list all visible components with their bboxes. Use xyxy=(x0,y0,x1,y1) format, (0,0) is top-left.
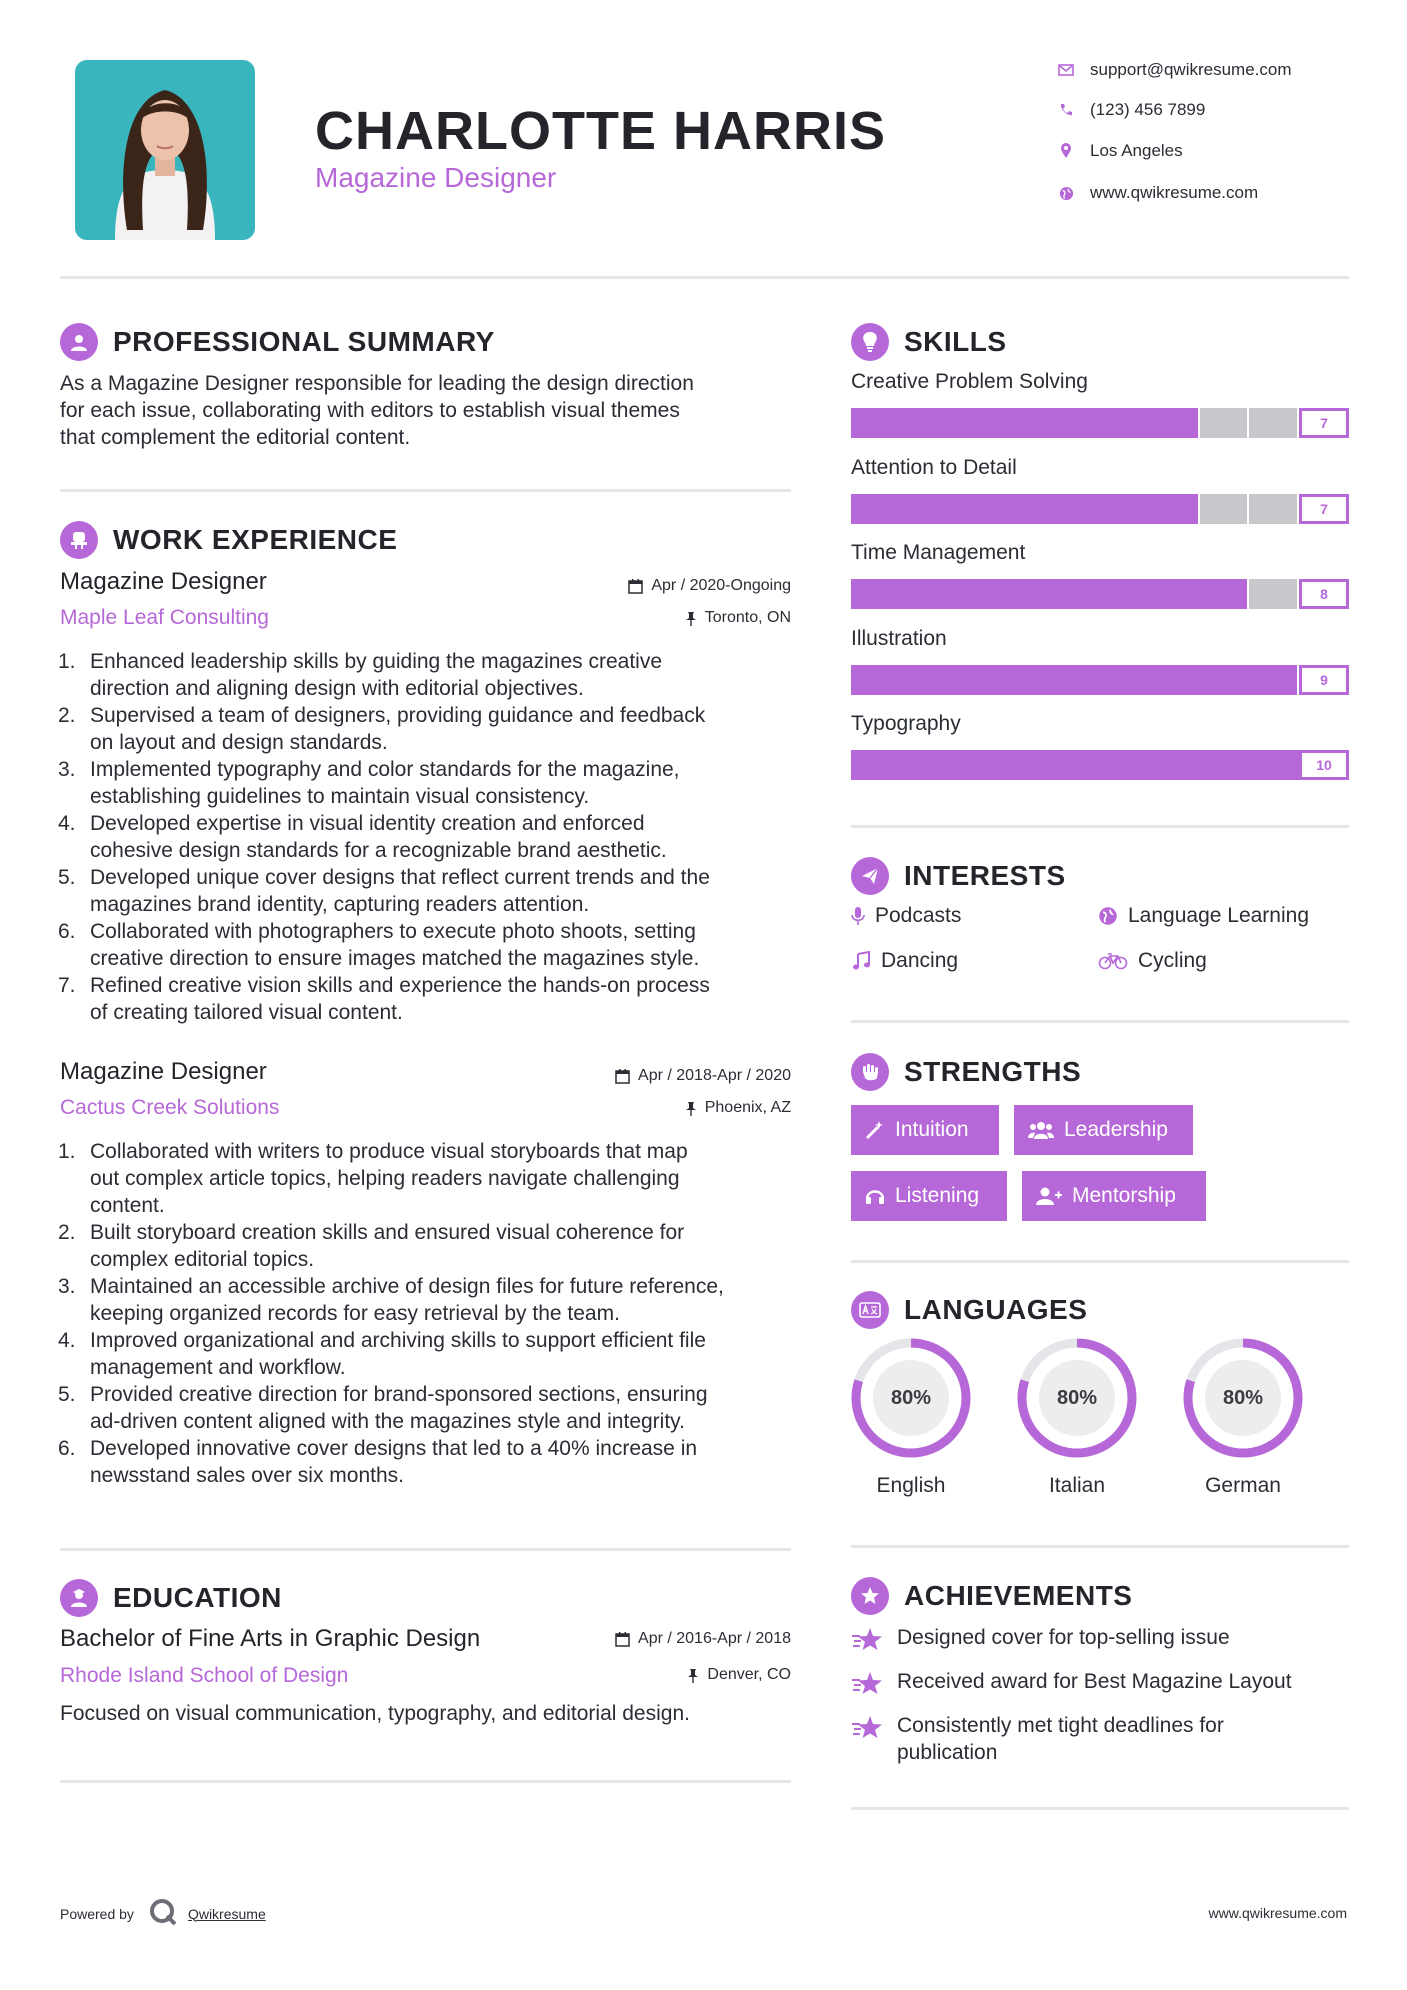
achievements-heading xyxy=(851,1576,1132,1616)
strength-label: Intuition xyxy=(895,1118,969,1141)
strength-label: Leadership xyxy=(1064,1118,1168,1141)
language-percent: 80% xyxy=(890,1386,932,1409)
globe-icon xyxy=(1098,906,1118,926)
skill-value: 7 xyxy=(1299,494,1349,524)
interests-divider xyxy=(851,1020,1349,1023)
skill-bar xyxy=(851,494,1349,524)
candidate-name: CHARLOTTE HARRIS xyxy=(315,101,886,161)
language-ring xyxy=(1181,1336,1305,1460)
star-icon xyxy=(851,1668,885,1703)
education-date xyxy=(500,1630,791,1648)
strengths-heading xyxy=(851,1052,1081,1092)
qwikresume-link[interactable]: Qwikresume xyxy=(187,1905,266,1922)
contact-website-text: www.qwikresume.com xyxy=(1090,183,1259,202)
skill-bar-empty-segment xyxy=(1249,408,1299,438)
languages-title: LANGUAGES xyxy=(904,1294,1088,1325)
summary-text xyxy=(60,370,800,451)
education-description: Focused on visual communication, typography, and editorial design. xyxy=(60,1702,690,1725)
microphone-icon xyxy=(851,906,865,926)
job-date xyxy=(500,1067,791,1085)
language-ring xyxy=(1015,1336,1139,1460)
envelope-icon xyxy=(1052,60,1080,80)
language-name: Italian xyxy=(1048,1474,1106,1497)
contact-phone[interactable] xyxy=(1052,98,1382,122)
skill-name: Attention to Detail xyxy=(851,456,1017,479)
pushpin-icon xyxy=(687,1668,699,1683)
contact-website[interactable] xyxy=(1052,181,1382,205)
candidate-role: Magazine Designer xyxy=(315,162,557,193)
list-item: 3. Maintained an accessible archive of design files for future reference, keeping organized records for easy retrieval by the team. xyxy=(58,1275,724,1325)
contact-location xyxy=(1052,139,1382,163)
skill-name: Creative Problem Solving xyxy=(851,370,1088,393)
briefcase-icon xyxy=(60,521,98,559)
work-divider xyxy=(60,1548,791,1551)
job-title: Magazine Designer xyxy=(60,1058,267,1085)
contact-phone-text: (123) 456 7899 xyxy=(1090,100,1206,119)
achievement-text: Consistently met tight deadlines for publication xyxy=(897,1714,1224,1764)
header-divider xyxy=(60,276,1349,279)
music-note-icon xyxy=(851,951,871,971)
language-name: English xyxy=(876,1474,946,1497)
interests-heading xyxy=(851,856,1066,896)
language-percent: 80% xyxy=(1222,1386,1264,1409)
skill-bar-fill xyxy=(851,408,1200,438)
skill-bar-empty-segment xyxy=(1200,408,1250,438)
users-icon xyxy=(1028,1120,1054,1140)
skill-bar-fill xyxy=(851,750,1349,780)
job-location xyxy=(500,609,791,627)
strength-tag xyxy=(1022,1171,1206,1221)
graduation-icon xyxy=(60,1579,98,1617)
language-item xyxy=(1014,1336,1140,1498)
powered-by-label: Powered by xyxy=(60,1905,134,1922)
education-title: EDUCATION xyxy=(113,1582,282,1613)
strength-label: Mentorship xyxy=(1072,1184,1176,1207)
skill-bar-empty-segment xyxy=(1249,494,1299,524)
job-company: Cactus Creek Solutions xyxy=(60,1096,280,1119)
contact-location-text: Los Angeles xyxy=(1090,141,1183,160)
achievement-text: Received award for Best Magazine Layout xyxy=(897,1670,1292,1693)
work-heading xyxy=(60,520,397,560)
interest-item xyxy=(1098,904,1309,928)
skill-bar xyxy=(851,665,1349,695)
headphones-icon xyxy=(865,1186,885,1206)
map-pin-icon xyxy=(1052,141,1080,161)
achievement-item xyxy=(851,1668,1331,1703)
bicycle-icon xyxy=(1098,952,1128,970)
fist-icon xyxy=(851,1053,889,1091)
summary-line: As a Magazine Designer responsible for leading the design direction xyxy=(60,372,694,395)
qwikresume-logo-icon xyxy=(148,1897,178,1930)
job-date-text: Apr / 2018-Apr / 2020 xyxy=(638,1067,791,1084)
globe-icon xyxy=(1052,183,1080,203)
skill-value: 9 xyxy=(1299,665,1349,695)
skill-value: 8 xyxy=(1299,579,1349,609)
interest-item xyxy=(1098,949,1207,973)
skill-value: 7 xyxy=(1299,408,1349,438)
languages-divider xyxy=(851,1545,1349,1548)
pushpin-icon xyxy=(685,611,697,626)
strengths-title: STRENGTHS xyxy=(904,1056,1082,1087)
language-item xyxy=(848,1336,974,1498)
education-date-text: Apr / 2016-Apr / 2018 xyxy=(638,1630,791,1647)
summary-line: that complement the editorial content. xyxy=(60,426,411,449)
job-location xyxy=(500,1099,791,1117)
skill-bar xyxy=(851,750,1349,780)
education-school: Rhode Island School of Design xyxy=(60,1664,349,1687)
languages-heading xyxy=(851,1290,1087,1330)
lightbulb-icon xyxy=(851,323,889,361)
footer-powered-by xyxy=(60,1897,266,1930)
skill-bar xyxy=(851,579,1349,609)
achievements-divider xyxy=(851,1807,1349,1810)
strengths-divider xyxy=(851,1260,1349,1263)
skill-bar-fill xyxy=(851,579,1249,609)
education-location xyxy=(500,1666,791,1684)
user-icon xyxy=(60,323,98,361)
list-item: 5. Developed unique cover designs that reflect current trends and the magazines brand identity, capturing readers attention. xyxy=(58,866,710,916)
achievement-text: Designed cover for top-selling issue xyxy=(897,1626,1230,1649)
list-item: 4. Developed expertise in visual identity creation and enforced cohesive design standards for a recognizable brand aesthetic. xyxy=(58,812,667,862)
list-item: 2. Supervised a team of designers, providing guidance and feedback on layout and design standards. xyxy=(58,704,706,754)
skill-bar xyxy=(851,408,1349,438)
list-item: 7. Refined creative vision skills and experience the hands-on process of creating tailored visual content. xyxy=(58,974,710,1024)
summary-heading xyxy=(60,322,495,362)
language-name: German xyxy=(1205,1474,1281,1497)
job-responsibilities xyxy=(58,648,806,1026)
skill-name: Time Management xyxy=(851,541,1026,564)
interest-item xyxy=(851,904,961,928)
strength-tag xyxy=(1014,1105,1193,1155)
list-item: 1. Collaborated with writers to produce visual storyboards that map out complex article topics, helping readers navigate challenging content. xyxy=(58,1140,688,1217)
skill-bar-empty-segment xyxy=(1200,494,1250,524)
summary-title: PROFESSIONAL SUMMARY xyxy=(113,326,495,357)
language-percent: 80% xyxy=(1056,1386,1098,1409)
skills-divider xyxy=(851,825,1349,828)
interest-label: Language Learning xyxy=(1128,904,1310,927)
job-date xyxy=(500,577,791,595)
job-responsibilities xyxy=(58,1138,806,1489)
language-icon xyxy=(851,1291,889,1329)
paper-plane-icon xyxy=(851,857,889,895)
interests-title: INTERESTS xyxy=(904,860,1066,891)
list-item: 4. Improved organizational and archiving skills to support efficient file management and workflow. xyxy=(58,1329,706,1379)
language-item xyxy=(1180,1336,1306,1498)
phone-icon xyxy=(1052,100,1080,120)
calendar-icon xyxy=(628,579,643,594)
list-item: 6. Developed innovative cover designs that led to a 40% increase in newsstand sales over six months. xyxy=(58,1437,698,1487)
list-item: 6. Collaborated with photographers to execute photo shoots, setting creative direction to ensure images matched the magazines style. xyxy=(58,920,700,970)
contact-email[interactable] xyxy=(1052,58,1382,82)
footer-website[interactable]: www.qwikresume.com xyxy=(1208,1905,1347,1921)
list-item: 1. Enhanced leadership skills by guiding the magazines creative direction and aligning design with editorial objectives. xyxy=(58,650,663,700)
job-title: Magazine Designer xyxy=(60,568,267,595)
skill-name: Illustration xyxy=(851,627,947,650)
education-location-text: Denver, CO xyxy=(707,1666,791,1683)
user-plus-icon xyxy=(1036,1186,1062,1206)
magic-wand-icon xyxy=(865,1120,885,1140)
job-company: Maple Leaf Consulting xyxy=(60,606,269,629)
strength-label: Listening xyxy=(895,1184,980,1207)
list-item: 3. Implemented typography and color standards for the magazine, establishing guidelines to maintain visual consistency. xyxy=(58,758,680,808)
skill-bar-fill xyxy=(851,494,1200,524)
contact-email-text: support@qwikresume.com xyxy=(1090,60,1292,79)
list-item: 5. Provided creative direction for brand-sponsored sections, ensuring ad-driven content aligned with the magazines style and integrity. xyxy=(58,1383,708,1433)
job-location-text: Phoenix, AZ xyxy=(704,1099,791,1116)
achievement-item xyxy=(851,1624,1331,1659)
list-item: 2. Built storyboard creation skills and ensured visual coherence for complex editorial topics. xyxy=(58,1221,685,1271)
calendar-icon xyxy=(615,1632,630,1647)
interest-label: Cycling xyxy=(1138,949,1207,972)
star-icon xyxy=(851,1624,885,1659)
language-ring xyxy=(849,1336,973,1460)
education-divider xyxy=(60,1780,791,1783)
interest-item xyxy=(851,949,958,973)
pushpin-icon xyxy=(685,1101,697,1116)
skill-name: Typography xyxy=(851,712,961,735)
work-title: WORK EXPERIENCE xyxy=(113,524,398,555)
achievements-title: ACHIEVEMENTS xyxy=(904,1580,1133,1611)
skills-heading xyxy=(851,322,1007,362)
education-degree: Bachelor of Fine Arts in Graphic Design xyxy=(60,1625,481,1652)
star-icon xyxy=(851,1712,885,1747)
trophy-star-icon xyxy=(851,1577,889,1615)
summary-divider xyxy=(60,489,791,492)
skill-value: 10 xyxy=(1299,750,1349,780)
interest-label: Dancing xyxy=(881,949,959,972)
strength-tag xyxy=(851,1105,999,1155)
interest-label: Podcasts xyxy=(875,904,962,927)
summary-line: for each issue, collaborating with editors to establish visual themes xyxy=(60,399,680,422)
calendar-icon xyxy=(615,1069,630,1084)
job-date-text: Apr / 2020-Ongoing xyxy=(651,577,791,594)
education-heading xyxy=(60,1578,282,1618)
profile-photo xyxy=(75,60,255,240)
job-location-text: Toronto, ON xyxy=(704,609,791,626)
skills-title: SKILLS xyxy=(904,326,1007,357)
strength-tag xyxy=(851,1171,1007,1221)
skill-bar-empty-segment xyxy=(1249,579,1299,609)
skill-bar-fill xyxy=(851,665,1299,695)
achievement-item xyxy=(851,1712,1291,1766)
